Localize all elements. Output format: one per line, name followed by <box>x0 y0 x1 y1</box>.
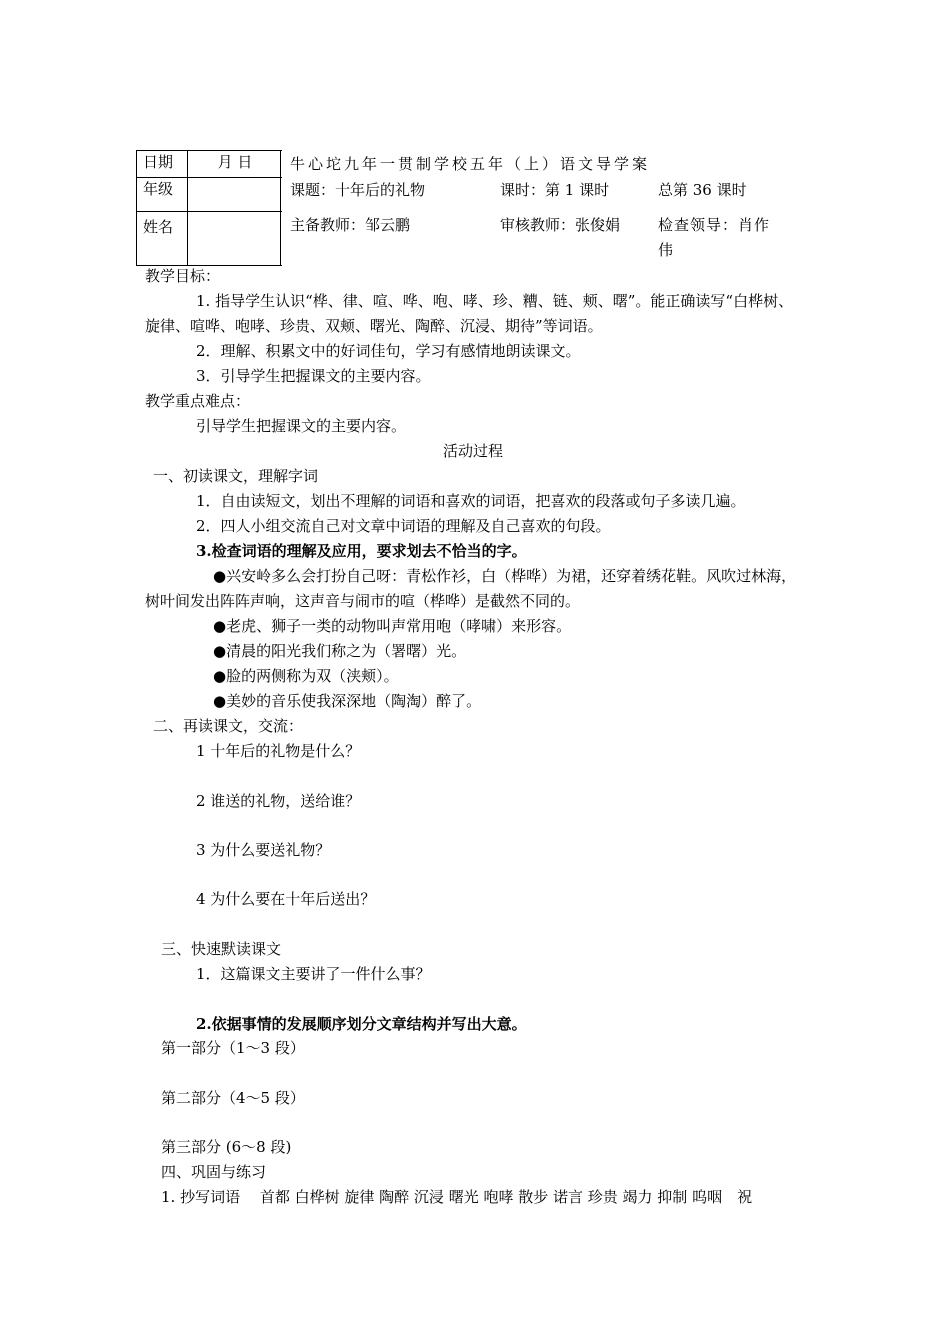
inspector-cont: 伟 <box>658 241 674 259</box>
objective-1-line2: 旋律、喧哗、咆哮、珍贵、双颊、曙光、陶醉、沉浸、期待”等词语。 <box>145 317 603 335</box>
lesson-period: 课时：第 1 课时 <box>500 181 610 199</box>
bullet-2: ●老虎、狮子一类的动物叫声常用咆（哮啸）来形容。 <box>213 617 572 635</box>
part-3: 第三部分 (6～8 段) <box>161 1138 292 1156</box>
objective-2: 2．理解、积累文中的好词佳句，学习有感情地朗读课文。 <box>196 342 581 360</box>
date-label: 日期 <box>137 151 188 178</box>
section3-item2 <box>196 1014 527 1034</box>
section4-title: 四、巩固与练习 <box>161 1163 267 1181</box>
section2-question-2: 2 谁送的礼物，送给谁？ <box>196 792 361 810</box>
bullet-1-line2: 树叶间发出阵阵声响，这声音与闹市的喧（桦哗）是截然不同的。 <box>145 592 581 610</box>
objective-3: 3．引导学生把握课文的主要内容。 <box>196 367 431 385</box>
section2-question-3: 3 为什么要送礼物？ <box>196 841 331 859</box>
main-teacher: 主备教师：邹云鹏 <box>290 216 411 234</box>
bullet-1-line1: ●兴安岭多么会打扮自己呀：青松作衫，白（桦哗）为裙，还穿着绣花鞋。风吹过林海， <box>213 567 797 585</box>
objective-1-line1: 1. 指导学生认识“桦、律、喧、哗、咆、哮、珍、糟、链、颊、曙”。能正确读写“白桦树、 <box>196 292 794 310</box>
section3-item2-text: 2.依据事情的发展顺序划分文章结构并写出大意。 <box>196 1015 527 1033</box>
grade-label: 年级 <box>137 178 188 212</box>
section1-item1: 1．自由读短文，划出不理解的词语和喜欢的词语，把喜欢的段落或句子多读几遍。 <box>196 492 746 510</box>
section1-item3-text: 3.检查词语的理解及应用，要求划去不恰当的字。 <box>196 542 527 560</box>
name-label: 姓名 <box>137 212 188 266</box>
school-title: 牛心坨九年一贯制学校五年（上）语文导学案 <box>290 155 651 173</box>
section2-question-1: 1 十年后的礼物是什么？ <box>196 742 361 760</box>
section2-title: 二、再读课文，交流： <box>153 717 304 735</box>
grade-value <box>188 178 283 212</box>
part-1: 第一部分（1～3 段） <box>161 1039 305 1057</box>
info-table <box>136 150 282 266</box>
name-value <box>188 212 283 266</box>
bullet-3: ●清晨的阳光我们称之为（署曙）光。 <box>213 642 467 660</box>
section3-title: 三、快速默读课文 <box>161 940 282 958</box>
section3-item1: 1．这篇课文主要讲了一件什么事？ <box>196 965 431 983</box>
inspector: 检查领导：肖作 <box>658 216 771 234</box>
objectives-heading: 教学目标： <box>145 267 221 285</box>
table-divider <box>280 150 281 266</box>
section1-title: 一、初读课文，理解字词 <box>153 467 319 485</box>
process-heading: 活动过程 <box>443 442 504 460</box>
date-value: 月 日 <box>188 151 283 178</box>
section4-item1: 1. 抄写词语 首都 白桦树 旋律 陶醉 沉浸 曙光 咆哮 散步 诺言 珍贵 竭力 抑制 呜咽 祝 <box>161 1188 753 1206</box>
key-points-heading: 教学重点难点： <box>145 392 251 410</box>
section1-item3 <box>196 541 527 561</box>
section2-question-4: 4 为什么要在十年后送出？ <box>196 890 376 908</box>
lesson-topic: 课题：十年后的礼物 <box>290 181 426 199</box>
key-points-content: 引导学生把握课文的主要内容。 <box>196 417 407 435</box>
bullet-5: ●美妙的音乐使我深深地（陶淘）醉了。 <box>213 692 482 710</box>
total-period: 总第 36 课时 <box>658 181 747 199</box>
bullet-4: ●脸的两侧称为双（浃颊）。 <box>213 667 399 685</box>
part-2: 第二部分（4～5 段） <box>161 1089 305 1107</box>
review-teacher: 审核教师：张俊娟 <box>500 216 621 234</box>
section1-item2: 2．四人小组交流自己对文章中词语的理解及自己喜欢的句段。 <box>196 517 611 535</box>
